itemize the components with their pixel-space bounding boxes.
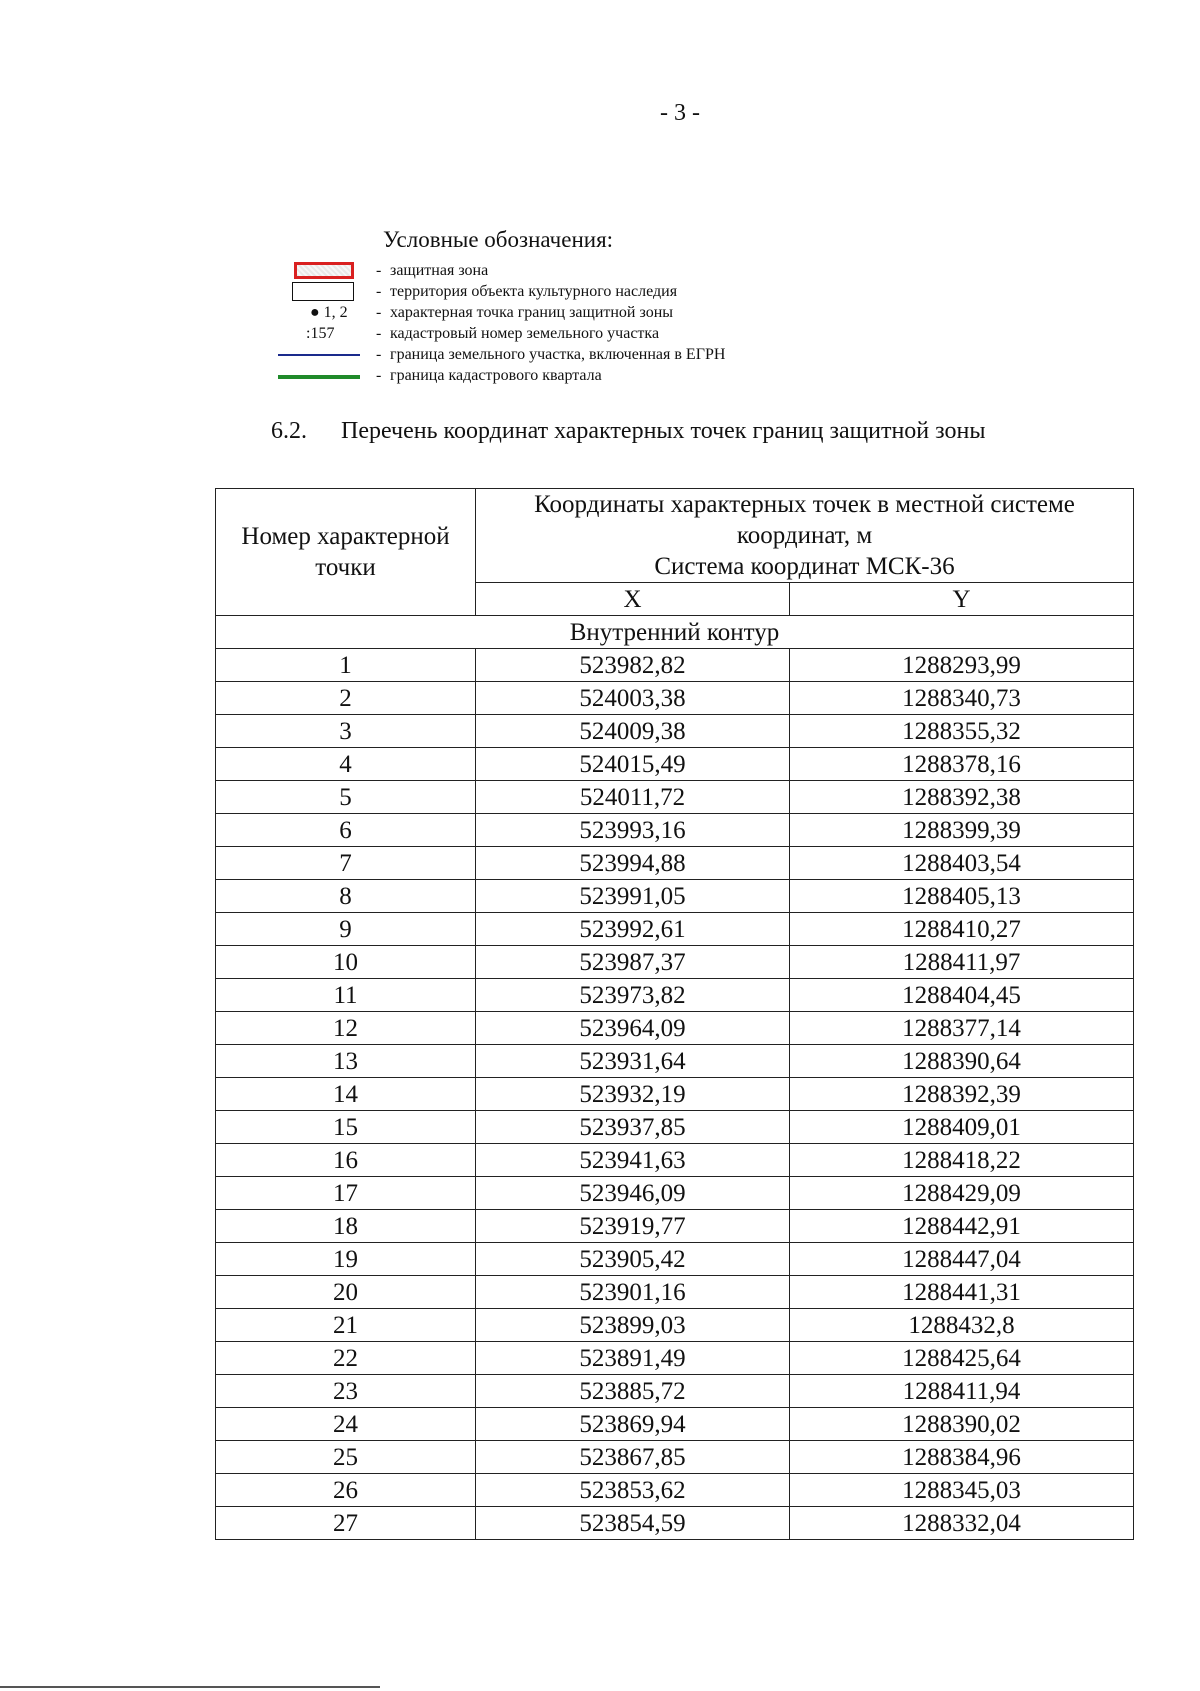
y-coordinate-cell: 1288442,91 [790, 1210, 1134, 1243]
y-coordinate-cell: 1288432,8 [790, 1309, 1134, 1342]
point-number-cell: 25 [216, 1441, 476, 1474]
header-x: X [476, 583, 790, 616]
header-y: Y [790, 583, 1134, 616]
table-row [216, 880, 1134, 913]
x-coordinate-cell: 523991,05 [476, 880, 790, 913]
table-row [216, 979, 1134, 1012]
table-row [216, 1474, 1134, 1507]
x-coordinate-cell: 524015,49 [476, 748, 790, 781]
y-coordinate-cell: 1288418,22 [790, 1144, 1134, 1177]
cadastral-number-icon [270, 323, 360, 344]
point-number-cell: 5 [216, 781, 476, 814]
point-number-cell: 10 [216, 946, 476, 979]
legend-dash: - [376, 346, 382, 363]
table-row [216, 1045, 1134, 1078]
legend-item-label: защитная зона [390, 262, 489, 279]
table-row [216, 1441, 1134, 1474]
legend-item-characteristic-point [270, 302, 830, 323]
legend-item-label: кадастровый номер земельного участка [390, 325, 660, 342]
section-heading [271, 418, 985, 445]
legend-dash: - [376, 304, 382, 321]
y-coordinate-cell: 1288405,13 [790, 880, 1134, 913]
coordinates-table [215, 488, 1134, 1540]
x-coordinate-cell: 523994,88 [476, 847, 790, 880]
table-row [216, 1210, 1134, 1243]
point-number-cell: 15 [216, 1111, 476, 1144]
y-coordinate-cell: 1288345,03 [790, 1474, 1134, 1507]
section-title: Перечень координат характерных точек границ защитной зоны [341, 418, 986, 444]
x-coordinate-cell: 523885,72 [476, 1375, 790, 1408]
y-coordinate-cell: 1288293,99 [790, 649, 1134, 682]
point-number-cell: 2 [216, 682, 476, 715]
y-coordinate-cell: 1288378,16 [790, 748, 1134, 781]
table-row [216, 1177, 1134, 1210]
legend-item-label: характерная точка границ защитной зоны [390, 304, 674, 321]
point-number-cell: 4 [216, 748, 476, 781]
y-coordinate-cell: 1288429,09 [790, 1177, 1134, 1210]
y-coordinate-cell: 1288399,39 [790, 814, 1134, 847]
point-number-cell: 27 [216, 1507, 476, 1540]
blue-line-icon [270, 344, 360, 365]
legend-item-protective-zone [270, 260, 830, 281]
x-coordinate-cell: 523937,85 [476, 1111, 790, 1144]
characteristic-point-icon [270, 302, 360, 323]
y-coordinate-cell: 1288425,64 [790, 1342, 1134, 1375]
table-row [216, 715, 1134, 748]
x-coordinate-cell: 523854,59 [476, 1507, 790, 1540]
table-row [216, 946, 1134, 979]
table-row [216, 748, 1134, 781]
point-number-cell: 14 [216, 1078, 476, 1111]
table-row [216, 1111, 1134, 1144]
legend-item-heritage-territory [270, 281, 830, 302]
point-number-cell: 18 [216, 1210, 476, 1243]
y-coordinate-cell: 1288411,97 [790, 946, 1134, 979]
point-number-cell: 9 [216, 913, 476, 946]
table-row [216, 1243, 1134, 1276]
y-coordinate-cell: 1288384,96 [790, 1441, 1134, 1474]
header-coordinates-title: Координаты характерных точек в местной системе координат, м [534, 491, 1075, 549]
x-coordinate-cell: 523946,09 [476, 1177, 790, 1210]
x-coordinate-cell: 523964,09 [476, 1012, 790, 1045]
contour-label: Внутренний контур [216, 616, 1134, 649]
x-coordinate-cell: 523901,16 [476, 1276, 790, 1309]
x-coordinate-cell: 523869,94 [476, 1408, 790, 1441]
x-coordinate-cell: 523867,85 [476, 1441, 790, 1474]
legend-item-cadastral-number [270, 323, 830, 344]
x-coordinate-cell: 524003,38 [476, 682, 790, 715]
point-number-cell: 3 [216, 715, 476, 748]
point-number-cell: 1 [216, 649, 476, 682]
point-number-cell: 12 [216, 1012, 476, 1045]
point-number-cell: 8 [216, 880, 476, 913]
point-number-cell: 7 [216, 847, 476, 880]
legend [270, 226, 830, 386]
y-coordinate-cell: 1288392,39 [790, 1078, 1134, 1111]
x-coordinate-cell: 523941,63 [476, 1144, 790, 1177]
legend-dash: - [376, 262, 382, 279]
y-coordinate-cell: 1288447,04 [790, 1243, 1134, 1276]
point-number-cell: 21 [216, 1309, 476, 1342]
y-coordinate-cell: 1288390,64 [790, 1045, 1134, 1078]
x-coordinate-cell: 523899,03 [476, 1309, 790, 1342]
y-coordinate-cell: 1288404,45 [790, 979, 1134, 1012]
point-number-cell: 11 [216, 979, 476, 1012]
table-row [216, 847, 1134, 880]
y-coordinate-cell: 1288390,02 [790, 1408, 1134, 1441]
table-row [216, 814, 1134, 847]
legend-item-parcel-boundary [270, 344, 830, 365]
point-number-cell: 23 [216, 1375, 476, 1408]
legend-item-quarter-boundary [270, 365, 830, 386]
contour-row [216, 616, 1134, 649]
section-number: 6.2. [271, 418, 307, 444]
point-number-cell: 13 [216, 1045, 476, 1078]
table-row [216, 1507, 1134, 1540]
y-coordinate-cell: 1288403,54 [790, 847, 1134, 880]
x-coordinate-cell: 523982,82 [476, 649, 790, 682]
legend-title: Условные обозначения: [383, 227, 614, 252]
bottom-scan-line [0, 1686, 380, 1688]
green-line-icon [270, 365, 360, 386]
y-coordinate-cell: 1288410,27 [790, 913, 1134, 946]
table-row [216, 1408, 1134, 1441]
x-coordinate-cell: 523992,61 [476, 913, 790, 946]
point-number-cell: 22 [216, 1342, 476, 1375]
legend-dash: - [376, 367, 382, 384]
table-row [216, 1342, 1134, 1375]
table-row [216, 1144, 1134, 1177]
x-coordinate-cell: 523932,19 [476, 1078, 790, 1111]
table-row [216, 1012, 1134, 1045]
point-number-cell: 26 [216, 1474, 476, 1507]
table-row [216, 1375, 1134, 1408]
x-coordinate-cell: 523853,62 [476, 1474, 790, 1507]
x-coordinate-cell: 523993,16 [476, 814, 790, 847]
y-coordinate-cell: 1288340,73 [790, 682, 1134, 715]
characteristic-point-symbol-text: ● 1, 2 [310, 304, 348, 321]
table-header-row [216, 489, 1134, 583]
header-point-number: Номер характерной точки [216, 489, 476, 616]
table-row [216, 913, 1134, 946]
y-coordinate-cell: 1288332,04 [790, 1507, 1134, 1540]
x-coordinate-cell: 523973,82 [476, 979, 790, 1012]
legend-item-label: граница кадастрового квартала [390, 367, 602, 384]
legend-dash: - [376, 325, 382, 342]
heritage-territory-icon [270, 281, 360, 302]
x-coordinate-cell: 523931,64 [476, 1045, 790, 1078]
page-number: - 3 - [660, 100, 700, 126]
table-row [216, 682, 1134, 715]
x-coordinate-cell: 523987,37 [476, 946, 790, 979]
x-coordinate-cell: 523891,49 [476, 1342, 790, 1375]
cadastral-number-symbol-text: :157 [306, 325, 335, 342]
y-coordinate-cell: 1288355,32 [790, 715, 1134, 748]
point-number-cell: 24 [216, 1408, 476, 1441]
header-coordinates [476, 489, 1134, 583]
legend-item-label: территория объекта культурного наследия [390, 283, 678, 300]
point-number-cell: 16 [216, 1144, 476, 1177]
x-coordinate-cell: 523905,42 [476, 1243, 790, 1276]
y-coordinate-cell: 1288377,14 [790, 1012, 1134, 1045]
x-coordinate-cell: 524009,38 [476, 715, 790, 748]
y-coordinate-cell: 1288411,94 [790, 1375, 1134, 1408]
table-row [216, 781, 1134, 814]
point-number-cell: 17 [216, 1177, 476, 1210]
x-coordinate-cell: 524011,72 [476, 781, 790, 814]
table-row [216, 1276, 1134, 1309]
legend-dash: - [376, 283, 382, 300]
protective-zone-icon [270, 260, 360, 281]
table-row [216, 1309, 1134, 1342]
table-row [216, 649, 1134, 682]
y-coordinate-cell: 1288441,31 [790, 1276, 1134, 1309]
point-number-cell: 19 [216, 1243, 476, 1276]
y-coordinate-cell: 1288392,38 [790, 781, 1134, 814]
legend-item-label: граница земельного участка, включенная в ЕГРН [390, 346, 726, 363]
header-coordinate-system: Система координат МСК-36 [654, 553, 955, 580]
table-row [216, 1078, 1134, 1111]
y-coordinate-cell: 1288409,01 [790, 1111, 1134, 1144]
point-number-cell: 20 [216, 1276, 476, 1309]
point-number-cell: 6 [216, 814, 476, 847]
x-coordinate-cell: 523919,77 [476, 1210, 790, 1243]
